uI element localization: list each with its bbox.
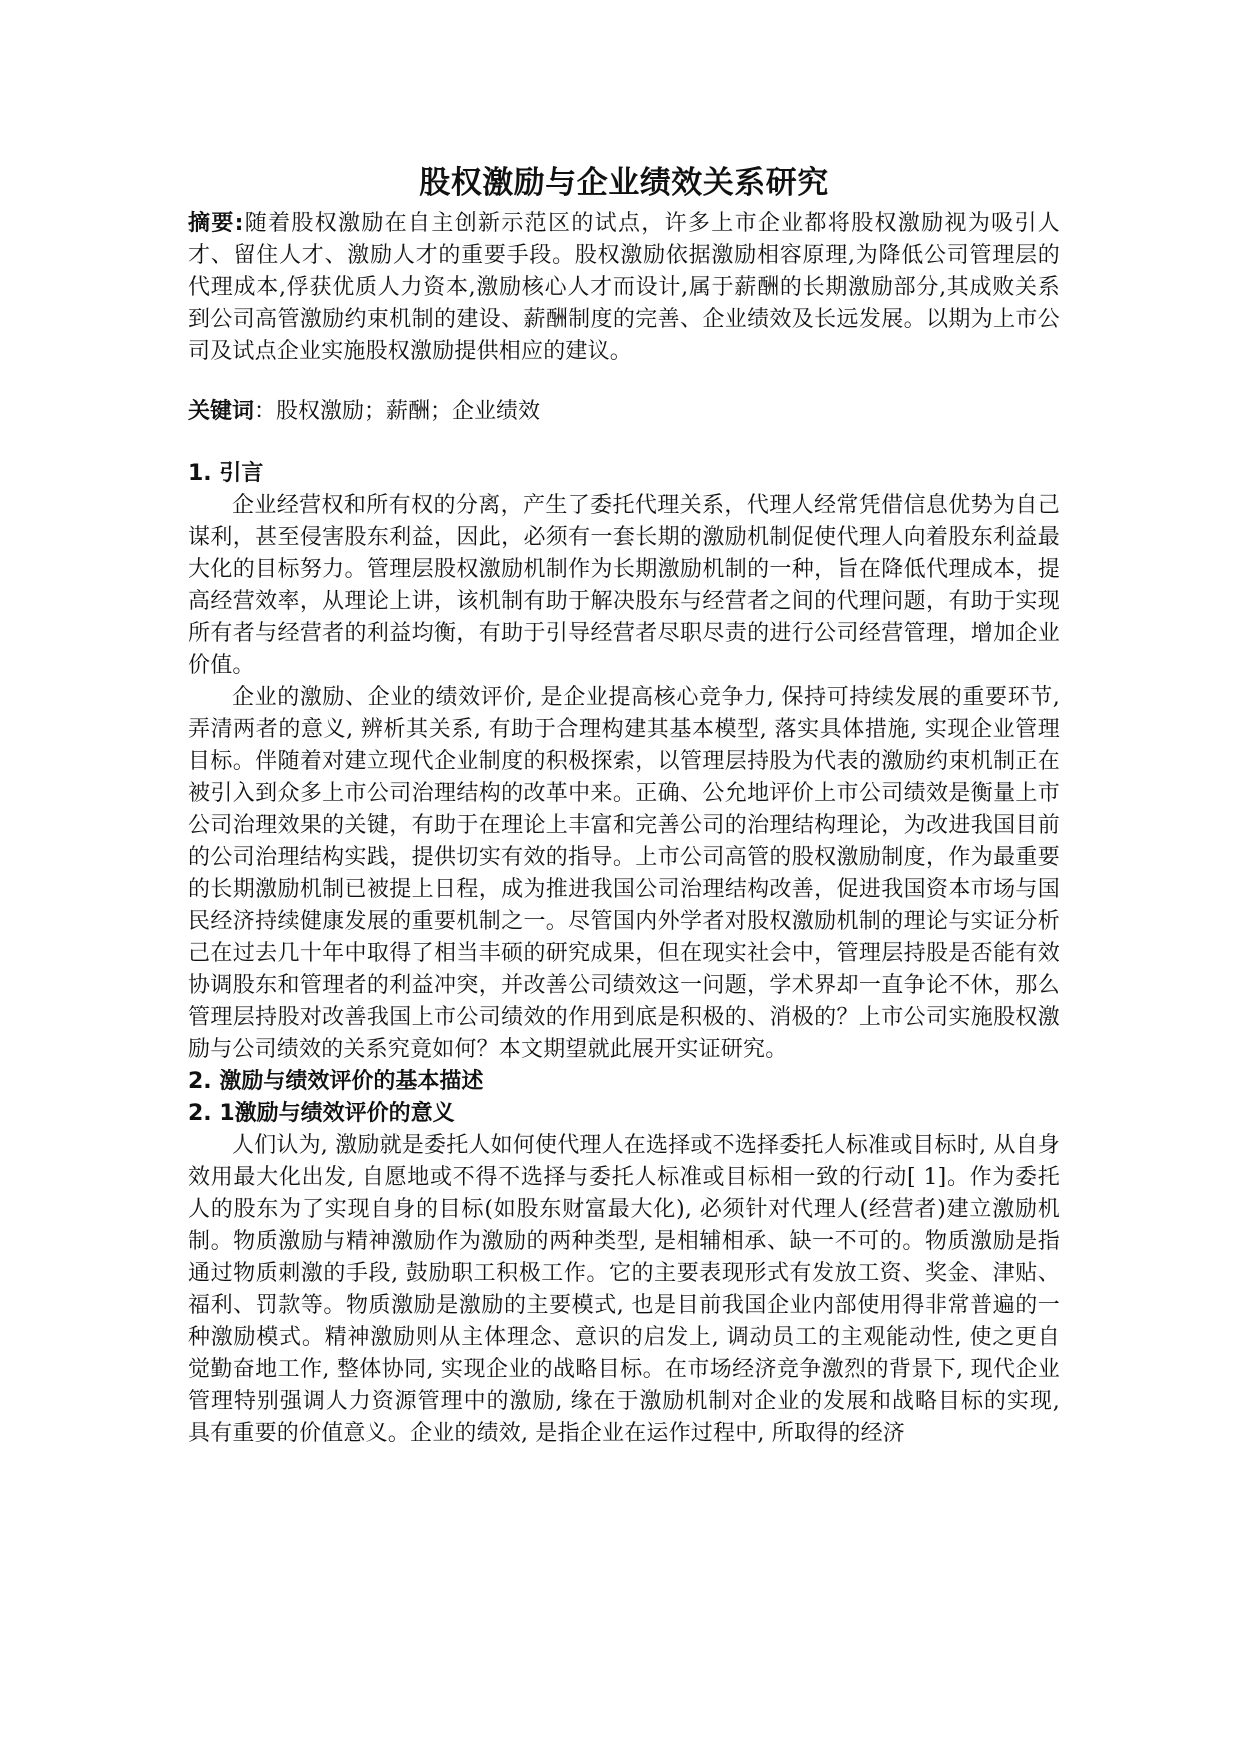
page-title: 股权激励与企业绩效关系研究 (419, 165, 829, 201)
abstract-label: 摘要: (188, 211, 244, 236)
body-paragraph: 企业经营权和所有权的分离，产生了委托代理关系，代理人经常凭借信息优势为自己谋利，甚至侵害股东利益，因此，必须有一套长期的激励机制促使代理人向着股东利益最大化的目标努力。管理层股权激励机制作为长期激励机制的一种，旨在降低代理成本，提高经营效率，从理论上讲，该机制有助于解决股东与经营者之间的代理问题，有助于实现所有者与经营者的利益均衡，有助于引导经营者尽职尽责的进行公司经营管理，增加企业价值。 (188, 493, 1060, 678)
subsection-heading-significance: 2. 1激励与绩效评价的意义 (188, 1101, 455, 1126)
abstract-paragraph (188, 208, 1060, 368)
abstract-text: 随着股权激励在自主创新示范区的试点，许多上市企业都将股权激励视为吸引人才、留住人才、激励人才的重要手段。股权激励依据激励相容原理,为降低公司管理层的代理成本,俘获优质人力资本,激励核心人才而设计,属于薪酬的长期激励部分,其成败关系到公司高管激励约束机制的建设、薪酬制度的完善、企业绩效及长远发展。以期为上市公司及试点企业实施股权激励提供相应的建议。 (188, 211, 1060, 364)
section-heading-introduction: 1. 引言 (188, 461, 264, 486)
keywords-text: ：股权激励；薪酬；企业绩效 (254, 399, 541, 424)
section-heading-incentive-performance: 2. 激励与绩效评价的基本描述 (188, 1069, 484, 1094)
document-content (188, 160, 1060, 1450)
body-paragraph: 企业的激励、企业的绩效评价, 是企业提高核心竞争力, 保持可持续发展的重要环节, 弄清两者的意义, 辨析其关系, 有助于合理构建其基本模型, 落实具体措施, 实现企业管理目标。伴随着对建立现代企业制度的积极探索，以管理层持股为代表的激励约束机制正在被引入到众多上市公司治理结构的改革中来。正确、公允地评价上市公司绩效是衡量上市公司治理效果的关键，有助于在理论上丰富和完善公司的治理结构理论，为改进我国目前的公司治理结构实践，提供切实有效的指导。上市公司高管的股权激励制度，作为最重要的长期激励机制已被提上日程，成为推进我国公司治理结构改善，促进我国资本市场与国民经济持续健康发展的重要机制之一。尽管国内外学者对股权激励机制的理论与实证分析己在过去几十年中取得了相当丰硕的研究成果，但在现实社会中，管理层持股是否能有效协调股东和管理者的利益冲突，并改善公司绩效这一问题，学术界却一直争论不休，那么管理层持股对改善我国上市公司绩效的作用到底是积极的、消极的？上市公司实施股权激励与公司绩效的关系究竟如何？本文期望就此展开实证研究。 (188, 685, 1060, 1062)
body-paragraph: 人们认为, 激励就是委托人如何使代理人在选择或不选择委托人标准或目标时, 从自身效用最大化出发, 自愿地或不得不选择与委托人标准或目标相一致的行动[ 1]。作为委托人的股东为了实现自身的目标(如股东财富最大化), 必须针对代理人(经营者)建立激励机制。物质激励与精神激励作为激励的两种类型, 是相辅相承、缺一不可的。物质激励是指通过物质刺激的手段, 鼓励职工积极工作。它的主要表现形式有发放工资、奖金、津贴、福利、罚款等。物质激励是激励的主要模式, 也是目前我国企业内部使用得非常普遍的一种激励模式。精神激励则从主体理念、意识的启发上, 调动员工的主观能动性, 使之更自觉勤奋地工作, 整体协同, 实现企业的战略目标。在市场经济竞争激烈的背景下, 现代企业管理特别强调人力资源管理中的激励, 缘在于激励机制对企业的发展和战略目标的实现, 具有重要的价值意义。企业的绩效, 是指企业在运作过程中, 所取得的经济 (188, 1133, 1060, 1446)
keywords-label: 关键词 (188, 399, 255, 424)
keywords-line (188, 396, 1060, 428)
